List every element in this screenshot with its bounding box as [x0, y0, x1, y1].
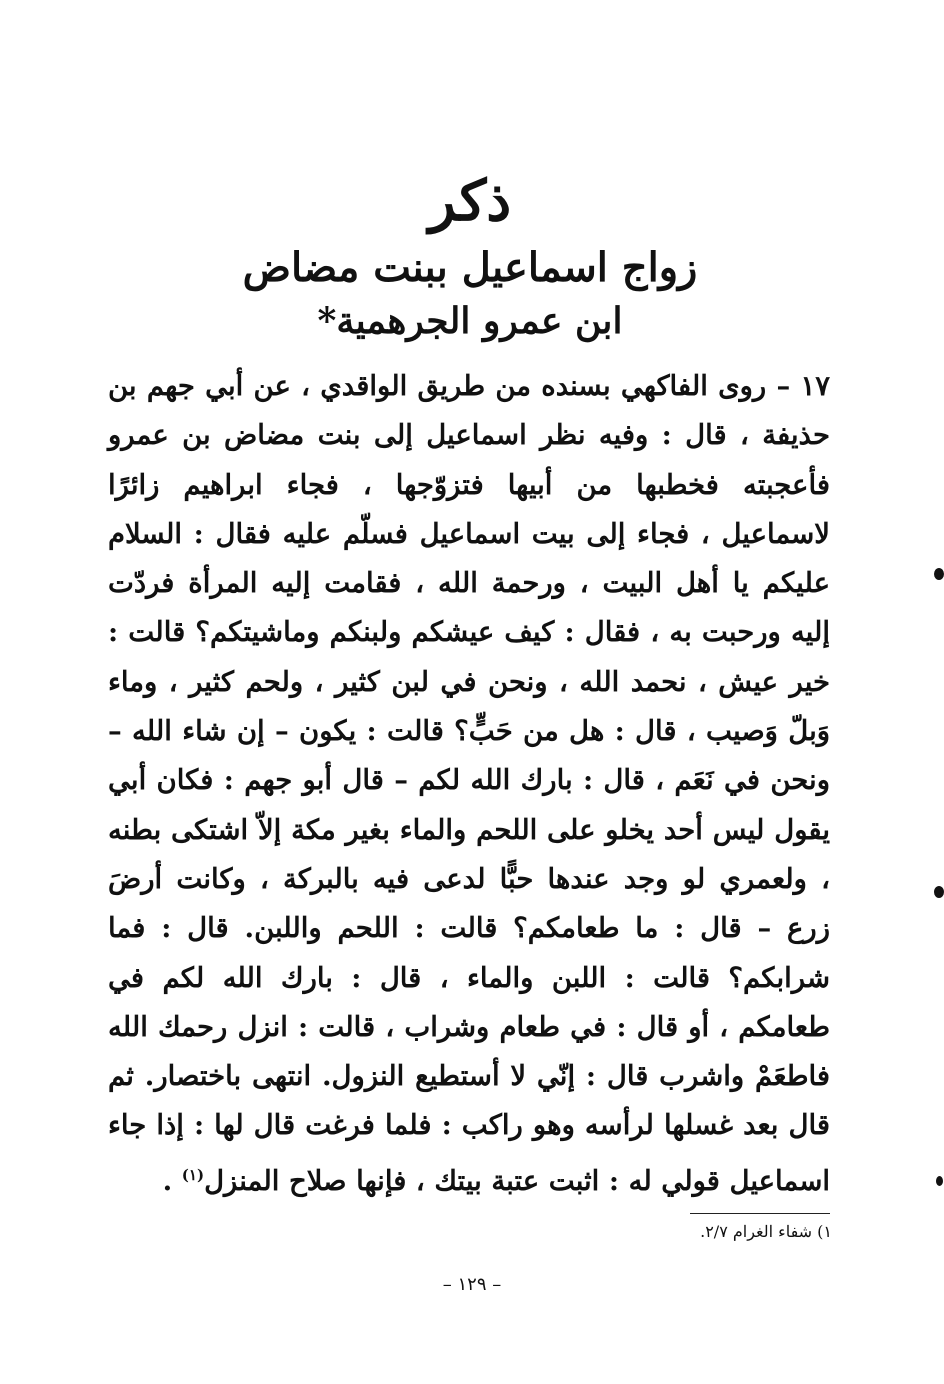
footnote-reference: (١): [181, 1165, 205, 1184]
body-text: [108, 362, 830, 1206]
paragraph-ending: .: [162, 1164, 182, 1197]
footnote-divider: [690, 1213, 830, 1214]
margin-mark: [936, 1176, 943, 1186]
chapter-title-line-1: زواج اسماعيل ببنت مضاض: [242, 244, 698, 291]
body-paragraph: [108, 362, 830, 1206]
footnote: ١) شفاء الغرام ٢/٧.: [700, 1222, 832, 1241]
body-paragraph-text: ١٧ – روى الفاكهي بسنده من طريق الواقدي ، عن أبي جهم بن حذيفة ، قال : وفيه نظر اسماعيل إلى بنت مضاض بن عمرو فأعجبته فخطبها من أبيها فتزوّجها ، فجاء ابراهيم زائرًا لاسماعيل ، فجاء إلى بيت اسماعيل فسلّم عليه فقال : السلام عليكم يا أهل البيت ، ورحمة الله ، فقامت إليه المرأة فردّت إليه ورحبت به ، فقال : كيف عيشكم ولبنكم وماشيتكم؟ قالت : خير عيش ، نحمد الله ، ونحن في لبن كثير ، ولحم كثير ، وماء وَبلّ وَصيب ، قال : هل من حَبٍّ؟ قالت : يكون – إن شاء الله – ونحن في نَعَم ، قال : بارك الله لكم – قال أبو جهم : فكان أبي يقول ليس أحد يخلو على اللحم والماء بغير مكة إلاّ اشتكى بطنه ، ولعمري لو وجد عندها حبًّا لدعى فيه بالبركة ، وكانت أرضَ زرع – قال : ما طعامكم؟ قالت : اللحم واللبن. قال : فما شرابكم؟ قالت : اللبن والماء ، قال : بارك الله لكم في طعامكم ، أو قال : في طعام وشراب ، قالت : انزل رحمك الله فاطعَمْ واشرب قال : إنّي لا أستطيع النزول. انتهى باختصار. ثم قال بعد غسلها لرأسه وهو راكب : فلما فرغت قال لها : إذا جاء اسماعيل قولي له : اثبت عتبة بيتك ، فإنها صلاح المنزل: [108, 370, 830, 1197]
margin-mark: [934, 886, 944, 898]
page-number: – ١٢٩ –: [442, 1274, 502, 1295]
margin-mark: [934, 568, 944, 580]
section-heading-word: ذكر: [428, 168, 512, 234]
chapter-title-line-2: ابن عمرو الجرهمية*: [317, 300, 623, 342]
